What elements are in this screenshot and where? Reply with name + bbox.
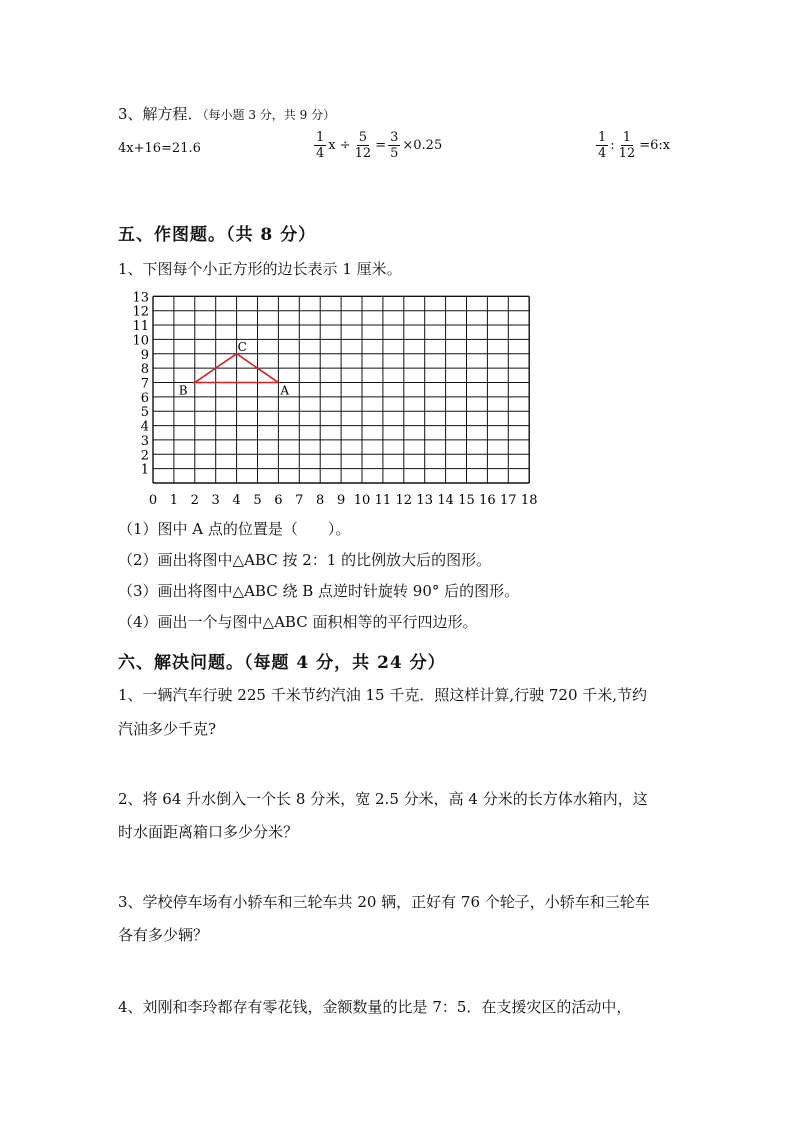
x-tick-label: 6 bbox=[274, 493, 283, 508]
y-tick-label: 4 bbox=[140, 419, 149, 435]
x-tick-label: 12 bbox=[395, 493, 413, 508]
operator: : bbox=[610, 138, 615, 153]
problem-2-line-1: 2、将 64 升水倒入一个长 8 分米，宽 2.5 分米，高 4 分米的长方体水箱内，这 bbox=[118, 790, 648, 808]
equation-1 bbox=[118, 141, 201, 156]
x-tick-label: 0 bbox=[148, 493, 158, 508]
x-tick-label: 7 bbox=[295, 493, 304, 508]
section5-sub3: （3）画出将图中△ABC 绕 B 点逆时针旋转 90° 后的图形。 bbox=[118, 582, 520, 600]
section3-heading-text: 3、解方程． bbox=[118, 105, 203, 123]
y-tick-label: 9 bbox=[140, 347, 149, 363]
y-tick-label: 6 bbox=[140, 390, 149, 406]
fraction bbox=[353, 130, 374, 161]
x-tick-label: 5 bbox=[253, 493, 262, 508]
x-tick-label: 13 bbox=[416, 493, 433, 508]
x-tick-label: 18 bbox=[520, 493, 538, 508]
x-tick-label: 16 bbox=[479, 493, 496, 508]
problem-3-line-2: 各有多少辆？ bbox=[118, 926, 209, 944]
y-tick-label: 11 bbox=[132, 319, 149, 335]
x-tick-label: 11 bbox=[374, 493, 392, 508]
denominator: 12 bbox=[618, 146, 636, 161]
x-tick-label: 15 bbox=[458, 493, 475, 508]
section5-sub2: （2）画出将图中△ABC 按 2：1 的比例放大后的图形。 bbox=[118, 551, 492, 569]
numerator: 1 bbox=[622, 130, 632, 145]
fraction bbox=[314, 130, 326, 161]
operator: = bbox=[375, 138, 387, 153]
y-tick-label: 1 bbox=[140, 462, 149, 478]
x-tick-label: 2 bbox=[190, 493, 199, 508]
y-tick-label: 7 bbox=[140, 376, 149, 392]
operator: ×0.25 bbox=[402, 138, 443, 153]
section6-title: 六、解决问题。（每题 4 分，共 24 分） bbox=[118, 653, 446, 673]
numerator: 1 bbox=[316, 130, 325, 145]
section5-title: 五、作图题。（共 8 分） bbox=[118, 225, 317, 245]
x-tick-label: 9 bbox=[336, 493, 346, 508]
x-axis-labels bbox=[149, 493, 538, 508]
section3-heading bbox=[118, 103, 335, 124]
x-tick-label: 17 bbox=[500, 493, 517, 508]
problem-4-line-1: 4、刘刚和李玲都存有零花钱，金额数量的比是 7：5．在支援灾区的活动中， bbox=[118, 998, 632, 1016]
point-label-a: A bbox=[280, 383, 290, 398]
fraction bbox=[388, 130, 400, 161]
operator: =6:x bbox=[639, 138, 671, 153]
problem-3-line-1: 3、学校停车场有小轿车和三轮车共 20 辆，正好有 76 个轮子，小轿车和三轮车 bbox=[118, 893, 650, 911]
section5-q1: 1、下图每个小正方形的边长表示 1 厘米。 bbox=[118, 260, 402, 278]
x-tick-label: 8 bbox=[316, 493, 325, 508]
section3-note: （每小题 3 分，共 9 分） bbox=[202, 108, 336, 122]
y-tick-label: 5 bbox=[140, 405, 149, 421]
section5-sub1: （1）图中 A 点的位置是（ ）。 bbox=[118, 520, 351, 538]
equation-1-text: 4x+16=21.6 bbox=[118, 141, 201, 156]
point-label-b: B bbox=[178, 383, 188, 398]
y-tick-label: 12 bbox=[132, 304, 149, 320]
fraction bbox=[596, 130, 608, 161]
y-tick-label: 3 bbox=[140, 433, 149, 449]
y-tick-label: 2 bbox=[140, 448, 149, 464]
section5-sub4: （4）画出一个与图中△ABC 面积相等的平行四边形。 bbox=[118, 613, 478, 631]
x-tick-label: 4 bbox=[232, 493, 241, 508]
y-tick-label: 8 bbox=[140, 362, 149, 378]
grid-lines bbox=[153, 296, 529, 483]
fraction bbox=[617, 130, 638, 161]
denominator: 5 bbox=[390, 146, 399, 161]
equation-2 bbox=[312, 130, 442, 161]
x-tick-label: 3 bbox=[211, 493, 220, 508]
equation-3 bbox=[594, 130, 670, 161]
denominator: 12 bbox=[354, 146, 372, 161]
y-axis-labels bbox=[132, 290, 149, 477]
problem-1-line-1: 1、一辆汽车行驶 225 千米节约汽油 15 千克．照这样计算,行驶 720 千米,节约 bbox=[118, 686, 648, 704]
numerator: 5 bbox=[358, 130, 368, 145]
y-tick-label: 10 bbox=[132, 333, 149, 349]
denominator: 4 bbox=[598, 146, 607, 161]
numerator: 3 bbox=[390, 130, 399, 145]
denominator: 4 bbox=[316, 146, 325, 161]
operator: x ÷ bbox=[328, 138, 351, 153]
problem-2-line-2: 时水面距离箱口多少分米？ bbox=[118, 823, 299, 841]
problem-1-line-2: 汽油多少千克? bbox=[118, 720, 217, 738]
x-tick-label: 10 bbox=[353, 493, 371, 508]
x-tick-label: 14 bbox=[437, 493, 454, 508]
x-tick-label: 1 bbox=[169, 493, 179, 508]
coordinate-grid bbox=[125, 280, 545, 512]
y-tick-label: 13 bbox=[132, 290, 149, 306]
point-label-c: C bbox=[237, 339, 247, 354]
numerator: 1 bbox=[598, 130, 607, 145]
